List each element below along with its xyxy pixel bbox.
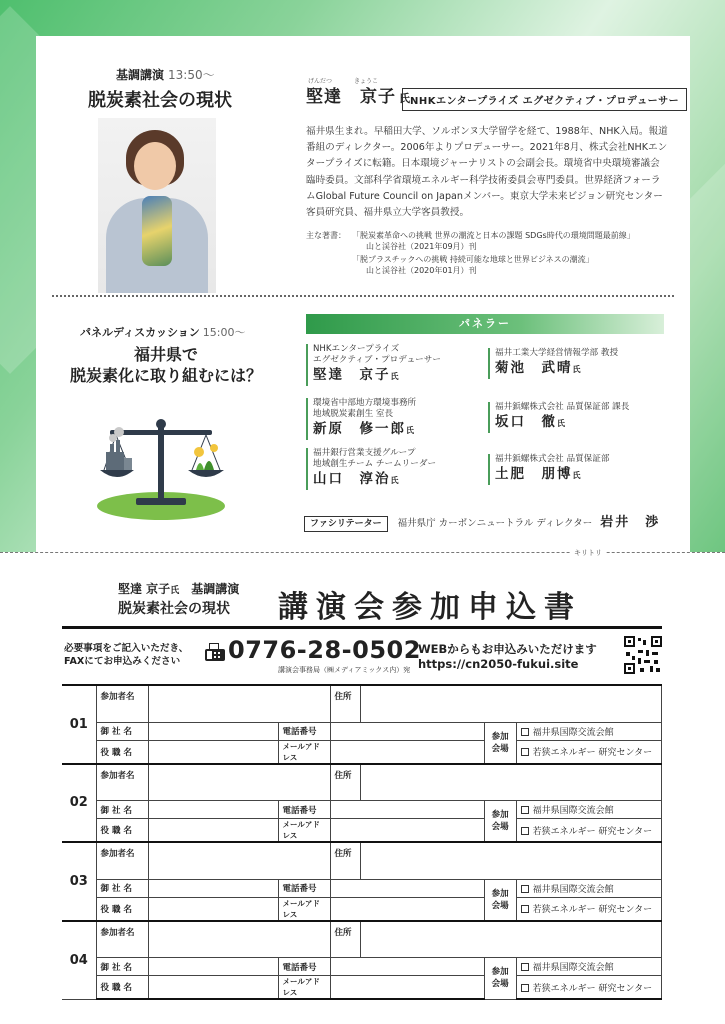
venue-label-line2: 会場 — [491, 900, 509, 911]
address-field[interactable] — [360, 764, 662, 801]
panelist-affiliation: NHKエンタープライズ — [313, 344, 400, 354]
position-label: 役職名 — [96, 976, 148, 1000]
venue-option-1-label: 福井県国際交流会館 — [532, 963, 614, 973]
entry-01 — [62, 685, 662, 722]
entry-04-company-row — [62, 958, 662, 976]
venue-option-1[interactable] — [516, 722, 661, 740]
work2-publisher: 山と渓谷社（2020年01月）刊 — [366, 266, 477, 275]
panelist-name — [313, 420, 476, 440]
phone-label: 電話番号 — [278, 801, 330, 819]
company-field[interactable] — [148, 958, 278, 976]
venue-option-1-label: 福井県国際交流会館 — [532, 884, 614, 895]
cut-label: キリトリ — [571, 548, 605, 558]
keynote-label — [116, 66, 215, 83]
panel-title — [56, 344, 276, 386]
venue-option-2[interactable] — [516, 897, 661, 921]
email-label: メールアドレス — [278, 976, 330, 1000]
address-field[interactable] — [360, 842, 662, 879]
speaker-honorific: 氏 — [399, 92, 411, 105]
panel-label — [80, 324, 246, 340]
email-field[interactable] — [330, 897, 484, 921]
web-note: WEBからもお申込みいただけます — [418, 642, 597, 656]
entry-02 — [62, 764, 662, 801]
checkbox[interactable] — [521, 984, 529, 992]
panelist-affiliation: 福井銀行営業支援グループ — [313, 448, 416, 458]
speaker-ruby-2: きょうこ — [354, 78, 379, 85]
panelist-honorific: 氏 — [390, 476, 399, 485]
venue-label — [484, 722, 516, 764]
email-field[interactable] — [330, 976, 484, 1000]
checkbox[interactable] — [521, 728, 529, 736]
panelist-5 — [306, 448, 476, 490]
company-field[interactable] — [148, 801, 278, 819]
checkbox[interactable] — [521, 905, 529, 913]
panelist-name-text: 坂口 徹 — [495, 414, 557, 430]
venue-option-2[interactable] — [516, 819, 661, 843]
venue-label — [484, 958, 516, 1000]
keynote-label-text: 基調講演 — [116, 68, 165, 82]
panelist-name — [495, 359, 658, 379]
participant-label: 参加者名 — [96, 842, 148, 879]
position-label: 役職名 — [96, 897, 148, 921]
panel-time: 15:00〜 — [202, 326, 246, 339]
balance-scale-illustration — [96, 400, 226, 520]
company-label: 御社名 — [96, 958, 148, 976]
venue-option-2-label: 若狭エネルギー 研究センター — [532, 983, 653, 994]
company-field[interactable] — [148, 722, 278, 740]
participant-name-field[interactable] — [148, 764, 330, 801]
speaker-name — [306, 82, 411, 107]
cut-line — [0, 552, 725, 553]
panelist-affiliation-2: エグゼクティブ・プロデューサー — [313, 355, 441, 365]
position-label: 役職名 — [96, 819, 148, 843]
address-field[interactable] — [360, 921, 662, 958]
phone-label: 電話番号 — [278, 958, 330, 976]
email-label: メールアドレス — [278, 740, 330, 764]
email-label: メールアドレス — [278, 897, 330, 921]
venue-label-line2: 会場 — [491, 743, 509, 754]
panelist-name — [495, 413, 658, 433]
phone-label: 電話番号 — [278, 879, 330, 897]
entry-02-company-row — [62, 801, 662, 819]
panel-title-line1: 福井県で — [133, 345, 198, 364]
panelist-honorific: 氏 — [557, 419, 565, 428]
panelist-4 — [488, 402, 658, 433]
participant-name-field[interactable] — [148, 685, 330, 722]
application-form-table — [62, 684, 662, 1000]
entry-number: 03 — [62, 842, 96, 921]
venue-option-1-label: 福井県国際交流会館 — [532, 806, 614, 816]
keynote-title: 脱炭素社会の現状 — [88, 90, 232, 111]
participant-name-field[interactable] — [148, 842, 330, 879]
participant-label: 参加者名 — [96, 764, 148, 801]
entry-number: 04 — [62, 921, 96, 1000]
form-speaker: 堅達 京子 — [118, 582, 171, 596]
panelist-honorific: 氏 — [406, 426, 414, 435]
panelist-name — [313, 366, 476, 386]
position-field[interactable] — [148, 976, 278, 1000]
venue-option-2[interactable] — [516, 976, 661, 1000]
checkbox[interactable] — [521, 885, 529, 893]
panelist-name-text: 山口 淳治 — [313, 471, 391, 487]
work2-title: 「脱プラスチックへの挑戦 持続可能な地球と世界ビジネスの潮流」 — [352, 255, 594, 264]
entry-03-company-row — [62, 879, 662, 897]
company-field[interactable] — [148, 879, 278, 897]
phone-field[interactable] — [330, 801, 484, 819]
venue-label-line1: 参加 — [491, 731, 509, 742]
section-divider — [52, 295, 674, 297]
address-label: 住所 — [330, 685, 360, 722]
fax-note-line1: 必要事項をご記入いただき、 — [64, 643, 189, 654]
panelist-affiliation: 環境省中部地方環境事務所 — [313, 398, 417, 408]
entry-02-position-row — [62, 819, 662, 843]
email-field[interactable] — [330, 819, 484, 843]
address-label: 住所 — [330, 921, 360, 958]
checkbox[interactable] — [521, 806, 529, 814]
panelist-affiliation: 福井鋲螺株式会社 品質保証部 課長 — [495, 402, 630, 412]
position-field[interactable] — [148, 819, 278, 843]
fax-note-line2: FAXにてお申込みください — [64, 656, 181, 667]
venue-label-line1: 参加 — [491, 967, 509, 978]
form-speaker-honorific: 氏 — [170, 586, 180, 596]
venue-label-line2: 会場 — [491, 822, 509, 832]
company-label: 御社名 — [96, 722, 148, 740]
entry-number: 01 — [62, 685, 96, 764]
panelist-6 — [488, 454, 658, 485]
venue-label — [484, 801, 516, 843]
venue-option-1-label: 福井県国際交流会館 — [532, 727, 614, 738]
participant-label: 参加者名 — [96, 685, 148, 722]
address-label: 住所 — [330, 842, 360, 879]
speaker-bio: 福井県生まれ。早稲田大学、ソルボンヌ大学留学を経て、1988年、NHK入局。報道番組のディレクター。2006年よりプロデューサー。2021年8月、株式会社NHKエンタープライズに転籍。日本環境ジャーナリストの会副会長。環境省中央環境審議会臨時委員。文部科学省環境エネルギー科学技術委員会専門委員。世界経済フォーラムGlobal Future Council on Japanメンバー。東京大学未来ビジョン研究センター客員研究員、福井県立大学客員教授。 — [306, 126, 668, 219]
panelist-name-text: 堅達 京子 — [313, 367, 391, 383]
venue-option-2[interactable] — [516, 740, 661, 764]
phone-label: 電話番号 — [278, 722, 330, 740]
form-subtitle-line2: 脱炭素社会の現状 — [118, 601, 230, 617]
venue-label-line1: 参加 — [491, 888, 509, 899]
venue-option-2-label: 若狭エネルギー 研究センター — [532, 905, 653, 915]
panelist-3 — [306, 398, 476, 440]
form-rule — [62, 626, 662, 629]
entry-04-position-row — [62, 976, 662, 1000]
email-label: メールアドレス — [278, 819, 330, 843]
venue-label-line1: 参加 — [491, 810, 509, 820]
entry-number: 02 — [62, 764, 96, 843]
panelist-name-text: 土肥 朋博 — [495, 466, 573, 482]
venue-option-2-label: 若狭エネルギー 研究センター — [532, 748, 653, 758]
panel-label-text: パネルディスカッション — [80, 326, 200, 339]
panelist-name-text: 新原 修一郎 — [313, 421, 406, 437]
fax-instructions — [64, 642, 188, 668]
entry-03 — [62, 842, 662, 879]
qr-code-icon[interactable] — [624, 636, 662, 674]
speaker-role: NHKエンタープライズ エグゼクティブ・プロデューサー — [402, 88, 687, 111]
form-title: 講演会参加申込書 — [278, 590, 582, 625]
panelist-affiliation: 福井工業大学経営情報学部 教授 — [495, 348, 619, 358]
panelist-affiliation-2: 地域脱炭素創生 室長 — [313, 409, 394, 419]
web-url-link[interactable]: https://cn2050-fukui.site — [418, 657, 579, 671]
venue-option-2-label: 若狭エネルギー 研究センター — [532, 826, 653, 837]
facilitator-affiliation: 福井県庁 カーボンニュートラル ディレクター — [397, 518, 593, 529]
program-card — [36, 36, 690, 552]
phone-field[interactable] — [330, 722, 484, 740]
keynote-time: 13:50〜 — [168, 68, 215, 82]
fax-icon — [204, 641, 226, 663]
address-field[interactable] — [360, 685, 662, 722]
phone-field[interactable] — [330, 879, 484, 897]
venue-option-1[interactable] — [516, 879, 661, 897]
fax-recipient: 講演会事務局（㈱メディアミックス内）宛 — [278, 666, 411, 674]
work1-title: 「脱炭素革命への挑戦 世界の潮流と日本の課題 SDGs時代の環境問題最前線」 — [352, 231, 635, 240]
panel-title-line2: 脱炭素化に取り組むには？ — [69, 366, 262, 385]
position-field[interactable] — [148, 740, 278, 764]
panelist-affiliation-2: 地域創生チーム チームリーダー — [313, 459, 437, 469]
panelist-honorific: 氏 — [572, 365, 581, 374]
venue-label — [484, 879, 516, 921]
speaker-photo — [98, 118, 216, 293]
entry-04 — [62, 921, 662, 958]
venue-option-1[interactable] — [516, 958, 661, 976]
fax-number: 0776-28-0502 — [228, 636, 421, 664]
entry-01-position-row — [62, 740, 662, 764]
participant-name-field[interactable] — [148, 921, 330, 958]
panelist-name — [495, 465, 658, 485]
company-label: 御社名 — [96, 879, 148, 897]
entry-03-position-row — [62, 897, 662, 921]
checkbox[interactable] — [521, 827, 529, 835]
phone-field[interactable] — [330, 958, 484, 976]
panelist-affiliation: 福井鋲螺株式会社 品質保証部 — [495, 454, 610, 464]
checkbox[interactable] — [521, 748, 529, 756]
position-field[interactable] — [148, 897, 278, 921]
address-label: 住所 — [330, 764, 360, 801]
form-subtitle — [118, 580, 278, 618]
entry-01-company-row — [62, 722, 662, 740]
panelist-name — [313, 470, 476, 490]
panelist-name-text: 菊池 武晴 — [495, 360, 573, 376]
speaker-ruby-1: げんだつ — [308, 78, 333, 85]
panelist-1 — [306, 344, 476, 386]
venue-option-1[interactable] — [516, 801, 661, 819]
panelist-2 — [488, 348, 658, 379]
participant-label: 参加者名 — [96, 921, 148, 958]
form-subtitle-line1 — [118, 580, 278, 597]
panelist-honorific: 氏 — [572, 471, 581, 480]
form-keynote-label: 基調講演 — [191, 582, 240, 596]
facilitator-name: 岩井 渉 — [600, 515, 661, 530]
facilitator-tag: ファシリテーター — [304, 516, 388, 532]
facilitator — [304, 511, 660, 530]
checkbox[interactable] — [521, 963, 529, 971]
work1-publisher: 山と渓谷社（2021年09月）刊 — [366, 242, 477, 251]
works-label: 主な著書： — [306, 231, 346, 240]
panelists-header: パネラー — [306, 314, 664, 334]
speaker-works — [306, 230, 676, 276]
panelist-honorific: 氏 — [390, 372, 399, 381]
venue-label-line2: 会場 — [491, 979, 509, 990]
position-label: 役職名 — [96, 740, 148, 764]
company-label: 御社名 — [96, 801, 148, 819]
email-field[interactable] — [330, 740, 484, 764]
speaker-name-text: 堅達 京子 — [306, 87, 396, 107]
